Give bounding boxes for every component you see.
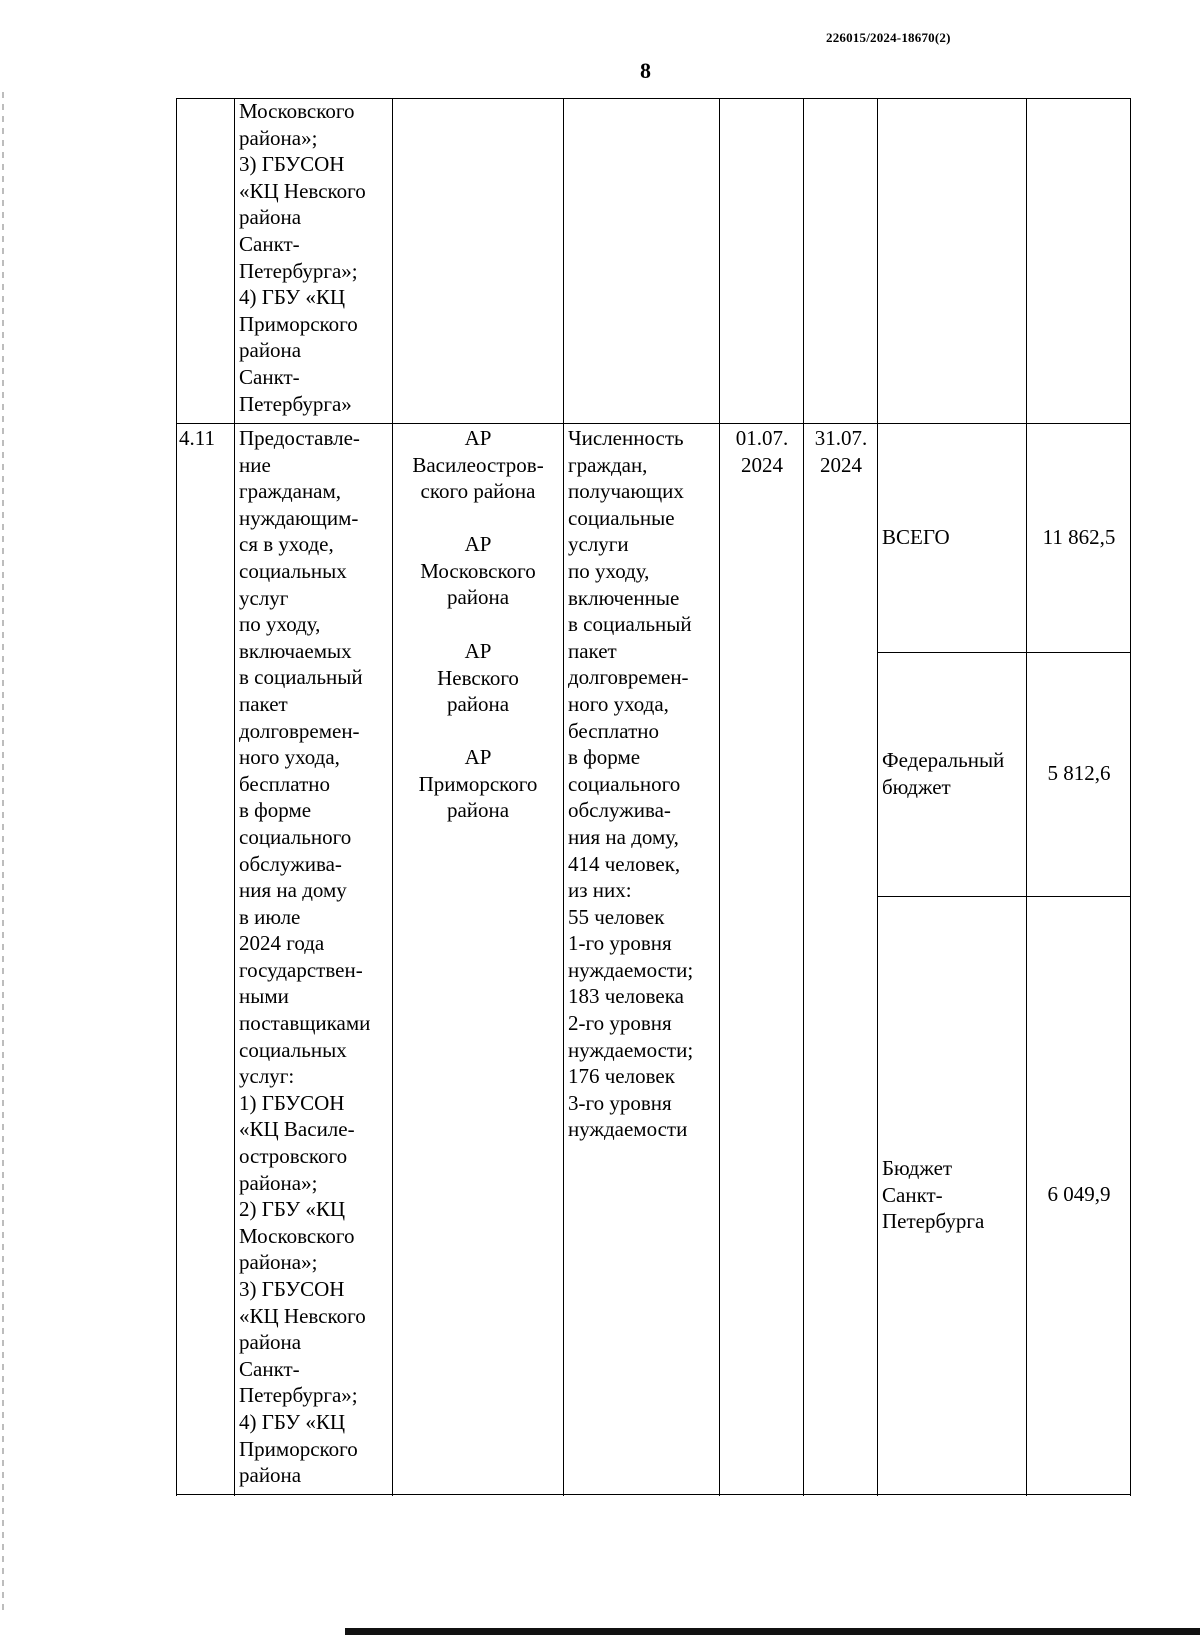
funding-amount-total: 11 862,5 <box>1042 525 1116 549</box>
col-line-6 <box>877 98 878 1496</box>
funding-source-spb: Бюджет Санкт- Петербурга <box>882 1156 985 1234</box>
scan-artifact-bottom <box>345 1628 1200 1635</box>
col-line-5 <box>803 98 804 1496</box>
funding-separator-2 <box>877 896 1131 897</box>
start-date: 01.07. 2024 <box>735 426 789 477</box>
page-number: 8 <box>640 58 651 83</box>
indicator: Численность граждан, получающих социальные услуги по уходу, включенные в социальный пакет долговремен- ного ухода, бесплатно в форме социального обслужива- ния на дому, 414 человек, из них: 55 человек 1-го уровня нуждаемости; 183 человека 2-го уровня нуждаемости; 176 человек 3-го уровня нуждаемости <box>568 426 694 1142</box>
table-bottom-border <box>176 1494 1131 1495</box>
row-separator <box>176 423 1131 424</box>
document-id: 226015/2024-18670(2) <box>826 30 951 45</box>
responsible-vasileostrovsky: АР Василеостров- ского района <box>412 426 544 504</box>
col-line-0 <box>176 98 177 1496</box>
col-line-7 <box>1026 98 1027 1496</box>
funding-source-federal: Федеральный бюджет <box>882 748 1005 799</box>
col-line-1 <box>234 98 235 1496</box>
funding-separator-1 <box>877 652 1131 653</box>
responsible-primorsky: АР Приморского района <box>418 745 538 823</box>
responsible-moskovsky: АР Московского района <box>420 532 536 610</box>
end-date: 31.07. 2024 <box>814 426 868 477</box>
col-line-8 <box>1130 98 1131 1496</box>
col-line-2 <box>392 98 393 1496</box>
col-line-3 <box>563 98 564 1496</box>
continued-description: Московского района»; 3) ГБУСОН «КЦ Невского района Санкт- Петербурга»; 4) ГБУ «КЦ Приморского района Санкт- Петербурга» <box>239 99 366 416</box>
responsible-nevsky: АР Невского района <box>437 639 519 717</box>
scan-artifact-left <box>2 92 4 1612</box>
funding-amount-spb: 6 049,9 <box>1047 1182 1111 1206</box>
row-number: 4.11 <box>179 426 215 450</box>
funding-amount-federal: 5 812,6 <box>1047 761 1111 785</box>
row-description: Предоставле- ние гражданам, нуждающим- ся в уходе, социальных услуг по уходу, включаемых в социальный пакет долговремен- ного ухода, бесплатно в форме социального обслужива- ния на дому в июле 2024 года государствен- ными поставщиками социальных услуг: 1) ГБУСОН «КЦ Василе- островского района»; 2) ГБУ «КЦ Московского района»; 3) ГБУСОН «КЦ Невского района Санкт- Петербурга»; 4) ГБУ «КЦ Приморского района <box>239 426 371 1488</box>
col-line-4 <box>719 98 720 1496</box>
funding-source-total: ВСЕГО <box>882 525 950 549</box>
